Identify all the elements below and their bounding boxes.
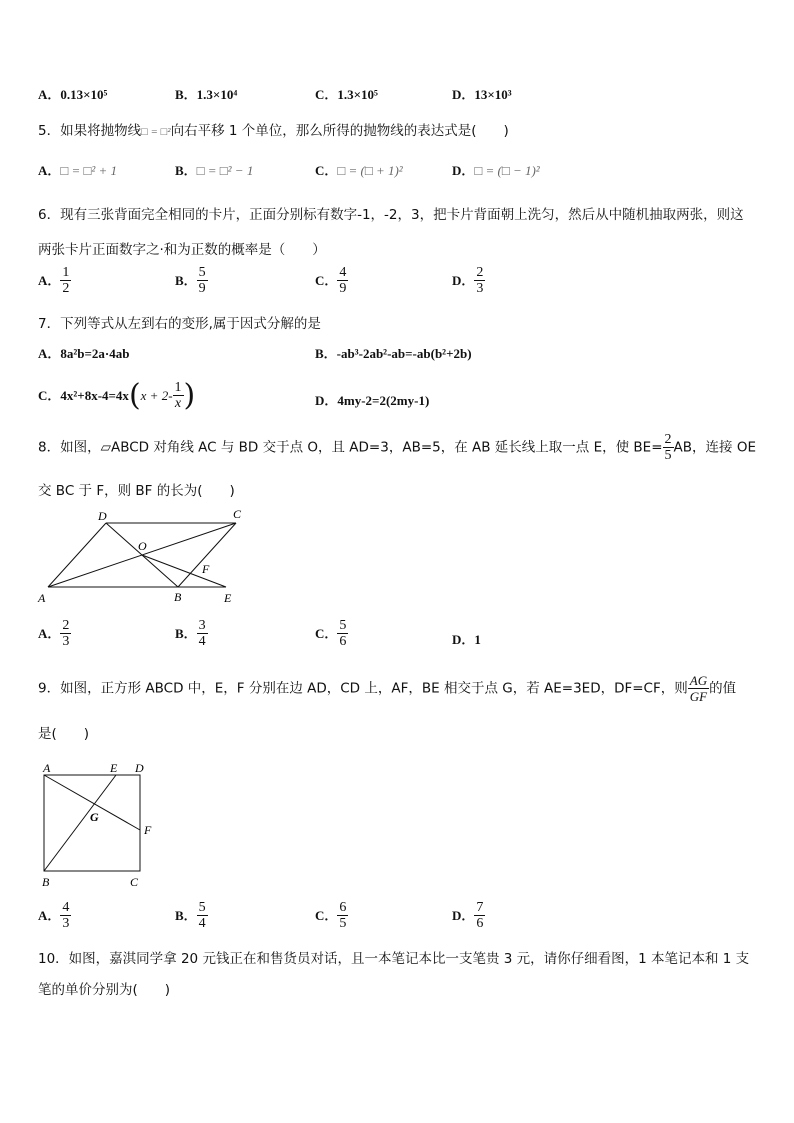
q7-option-c: C．4x²+8x-4=4x(x + 2- $\frac{1}{x}$ ) — [38, 378, 196, 413]
label-e: E — [224, 591, 232, 605]
q5-stem-end: 向右平移 1 个单位，那么所得的抛物线的表达式是 — [170, 123, 472, 139]
q5-option-a: A．□ = □² + 1 — [38, 163, 118, 178]
q9-option-d: D． $\frac{7}{6}$ — [452, 900, 484, 931]
label-b: B — [42, 875, 50, 889]
q6-option-b: B． $\frac{5}{9}$ — [175, 265, 206, 296]
q9-stem-line1: 9．如图，正方形 ABCD 中，E，F 分别在边 AD，CD 上，AF，BE 相交于点 G，若 AE=3ED，DF=CF，则 $\frac{AG}{GF}$ 的值 — [38, 673, 737, 704]
segment-oe — [142, 555, 226, 587]
q5-paren: ( ) — [471, 123, 509, 139]
q4-option-b: B．1.3×10⁴ — [175, 87, 238, 102]
q5-option-d: D．□ = (□ − 1)² — [452, 163, 540, 178]
q8-option-c: C． $\frac{5}{6}$ — [315, 618, 347, 649]
q5-stem-formula: □ = □² — [141, 126, 171, 138]
q6-stem-line2: 两张卡片正面数字之·和为正数的概率是（ ） — [38, 242, 326, 258]
q8-option-a: A． $\frac{2}{3}$ — [38, 618, 70, 649]
q9-option-a: A． $\frac{4}{3}$ — [38, 900, 70, 931]
q7-stem: 7．下列等式从左到右的变形,属于因式分解的是 — [38, 316, 321, 332]
q4-option-a: A．0.13×10⁵ — [38, 87, 108, 102]
q9-stem-line2: 是( ) — [38, 726, 90, 742]
q8-option-d: D．1 — [452, 632, 481, 647]
label-c: C — [130, 875, 139, 889]
q7-option-d: D．4my-2=2(2my-1) — [315, 393, 430, 408]
label-e: E — [110, 761, 118, 775]
label-b: B — [174, 590, 182, 604]
q5-stem-start: 5．如果将抛物线 — [38, 123, 142, 139]
q6-stem-line1: 6．现有三张背面完全相同的卡片，正面分别标有数字-1，-2，3，把卡片背面朝上洗匀，然后从中随机抽取两张，则这 — [38, 207, 744, 223]
q9-option-c: C． $\frac{6}{5}$ — [315, 900, 347, 931]
label-a: A — [38, 591, 46, 605]
q10-stem-line1: 10．如图，嘉淇同学拿 20 元钱正在和售货员对话，且一本笔记本比一支笔贵 3 元，请你仔细看图，1 本笔记本和 1 支 — [38, 951, 750, 967]
q7-option-b: B．-ab³-2ab²-ab=-ab(b²+2b) — [315, 346, 472, 361]
q6-option-c: C． $\frac{4}{9}$ — [315, 265, 347, 296]
q9-option-b: B． $\frac{5}{4}$ — [175, 900, 206, 931]
q6-option-d: D． $\frac{2}{3}$ — [452, 265, 484, 296]
q8-stem-line1: 8．如图，▱ABCD 对角线 AC 与 BD 交于点 O，且 AD=3，AB=5，在 AB 延长线上取一点 E，使 BE= $\frac{2}{5}$ AB，连接 OE — [38, 432, 756, 463]
label-c: C — [233, 507, 242, 521]
label-f: F — [144, 823, 152, 837]
q9-square-figure — [34, 758, 164, 893]
q10-stem-line2: 笔的单价分别为( ) — [38, 982, 171, 998]
q5-option-b: B．□ = □² − 1 — [175, 163, 254, 178]
q8-option-b: B． $\frac{3}{4}$ — [175, 618, 206, 649]
label-d: D — [135, 761, 144, 775]
q8-stem-line2: 交 BC 于 F，则 BF 的长为( ) — [38, 483, 235, 499]
label-d: D — [98, 509, 107, 523]
q5-stem — [38, 119, 509, 139]
label-g: G — [90, 810, 99, 824]
label-a: A — [43, 761, 51, 775]
label-f: F — [202, 562, 210, 576]
q4-option-d: D．13×10³ — [452, 87, 512, 102]
q8-parallelogram-figure — [30, 505, 260, 605]
segment-be — [44, 775, 116, 871]
q5-option-c: C．□ = (□ + 1)² — [315, 163, 403, 178]
q6-option-a: A． $\frac{1}{2}$ — [38, 265, 70, 296]
label-o: O — [138, 539, 147, 553]
q7-option-a: A．8a²b=2a·4ab — [38, 346, 130, 361]
q4-option-c: C．1.3×10⁵ — [315, 87, 378, 102]
